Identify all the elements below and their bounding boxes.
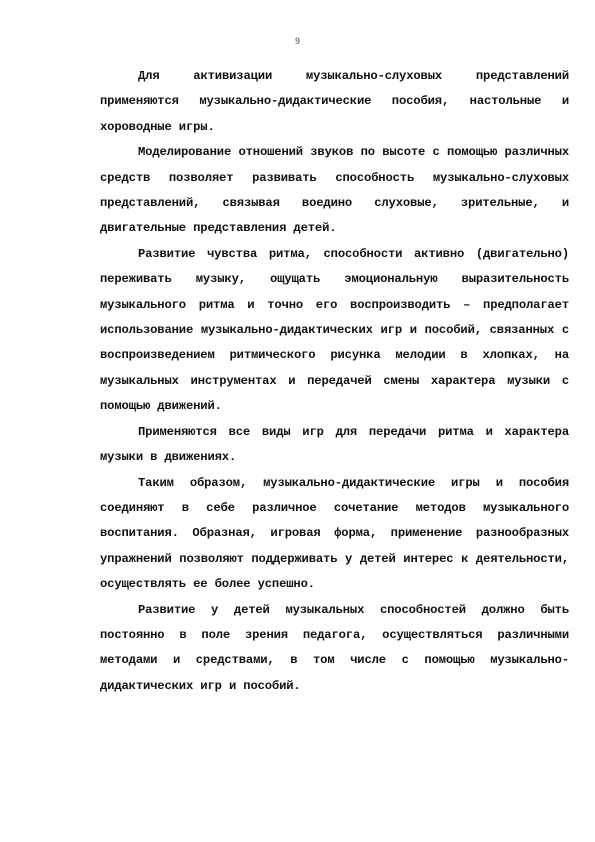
paragraph: Развитие чувства ритма, способности активно (двигательно) переживать музыку, ощущать эмоциональную выразительность музыкального ритма и точно его воспроизводить – предполагает использование музыкально-дидактических игр и пособий, связанных с воспроизведением ритмического рисунка мелодии в хлопках, на музыкальных инструментах и передачей смены характера музыки с помощью движений. — [100, 246, 569, 414]
paragraph: Развитие у детей музыкальных способностей должно быть постоянно в поле зрения педагога, осуществляться различными методами и средствами, в том числе с помощью музыкально-дидактических игр и пособий. — [100, 602, 569, 693]
paragraph: Применяются все виды игр для передачи ритма и характера музыки в движениях. — [100, 424, 569, 465]
page-number: 9 — [295, 36, 300, 46]
paragraph: Для активизации музыкально-слуховых представлений применяются музыкально-дидактические пособия, настольные и хороводные игры. — [100, 69, 569, 134]
document-body — [100, 64, 569, 699]
paragraph: Таким образом, музыкально-дидактические игры и пособия соединяют в себе различное сочетание методов музыкального воспитания. Образная, игровая форма, применение разнообразных упражнений позволяют поддерживать у детей интерес к деятельности, осуществлять ее более успешно. — [100, 475, 569, 592]
paragraph: Моделирование отношений звуков по высоте с помощью различных средств позволяет развивать способность музыкально-слуховых представлений, связывая воедино слуховые, зрительные, и двигательные представления детей. — [100, 145, 569, 236]
